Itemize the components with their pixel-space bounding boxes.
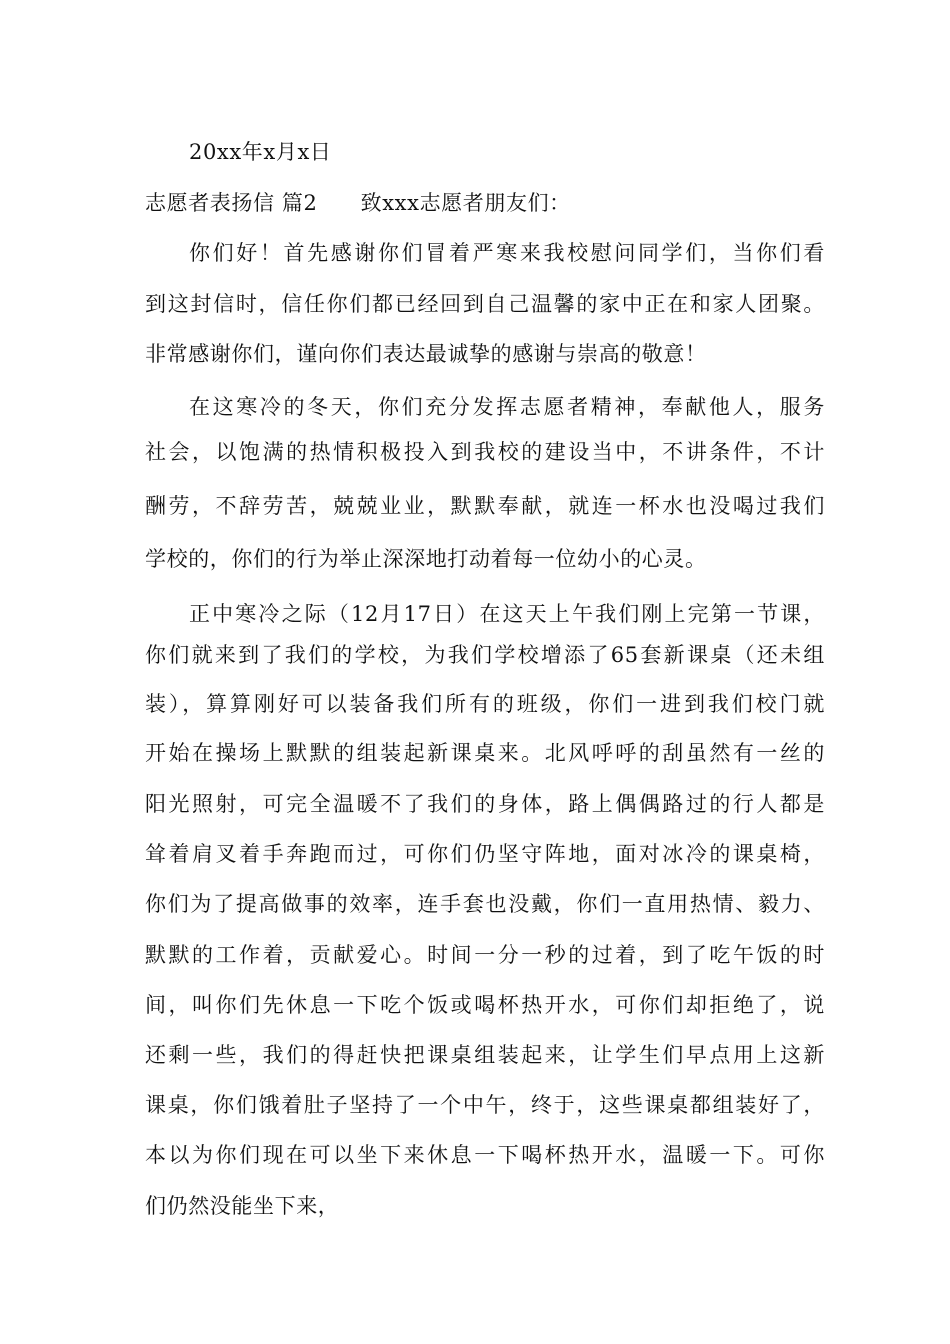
date-line: 20xx年x月x日 <box>189 140 332 164</box>
paragraph-line: 默默的工作着，贡献爱心。时间一分一秒的过着，到了吃午饭的时 <box>145 943 825 967</box>
paragraph-line: 到这封信时，信任你们都已经回到自己温馨的家中正在和家人团聚。 <box>145 292 825 316</box>
paragraph-line: 装），算算刚好可以装备我们所有的班级，你们一进到我们校门就 <box>145 692 825 716</box>
paragraph-line: 社会，以饱满的热情积极投入到我校的建设当中，不讲条件，不计 <box>145 440 825 464</box>
paragraph-line: 本以为你们现在可以坐下来休息一下喝杯热开水，温暖一下。可你 <box>145 1143 825 1167</box>
paragraph-line: 在这寒冷的冬天，你们充分发挥志愿者精神，奉献他人，服务 <box>189 395 825 419</box>
paragraph-line: 你们为了提高做事的效率，连手套也没戴，你们一直用热情、毅力、 <box>145 892 825 916</box>
paragraph-line: 们仍然没能坐下来， <box>145 1194 340 1218</box>
paragraph-line: 你们就来到了我们的学校，为我们学校增添了65套新课桌（还未组 <box>145 643 825 667</box>
heading-line: 志愿者表扬信 篇2 致xxx志愿者朋友们： <box>145 191 571 215</box>
paragraph-line: 正中寒冷之际（12月17日）在这天上午我们刚上完第一节课， <box>189 602 825 626</box>
paragraph-line: 开始在操场上默默的组装起新课桌来。北风呼呼的刮虽然有一丝的 <box>145 741 825 765</box>
paragraph-line: 酬劳，不辞劳苦，兢兢业业，默默奉献，就连一杯水也没喝过我们 <box>145 494 825 518</box>
paragraph-line: 学校的，你们的行为举止深深地打动着每一位幼小的心灵。 <box>145 547 707 571</box>
paragraph-line: 阳光照射，可完全温暖不了我们的身体，路上偶偶路过的行人都是 <box>145 792 825 816</box>
paragraph-line: 还剩一些，我们的得赶快把课桌组装起来，让学生们早点用上这新 <box>145 1043 825 1067</box>
paragraph-line: 耸着肩叉着手奔跑而过，可你们仍坚守阵地，面对冰冷的课桌椅， <box>145 842 825 866</box>
paragraph-line: 你们好！首先感谢你们冒着严寒来我校慰问同学们，当你们看 <box>189 241 825 265</box>
paragraph-line: 课桌，你们饿着肚子坚持了一个中午，终于，这些课桌都组装好了， <box>145 1093 825 1117</box>
paragraph-line: 非常感谢你们，谨向你们表达最诚挚的感谢与崇高的敬意！ <box>145 342 707 366</box>
paragraph-line: 间，叫你们先休息一下吃个饭或喝杯热开水，可你们却拒绝了，说 <box>145 993 825 1017</box>
